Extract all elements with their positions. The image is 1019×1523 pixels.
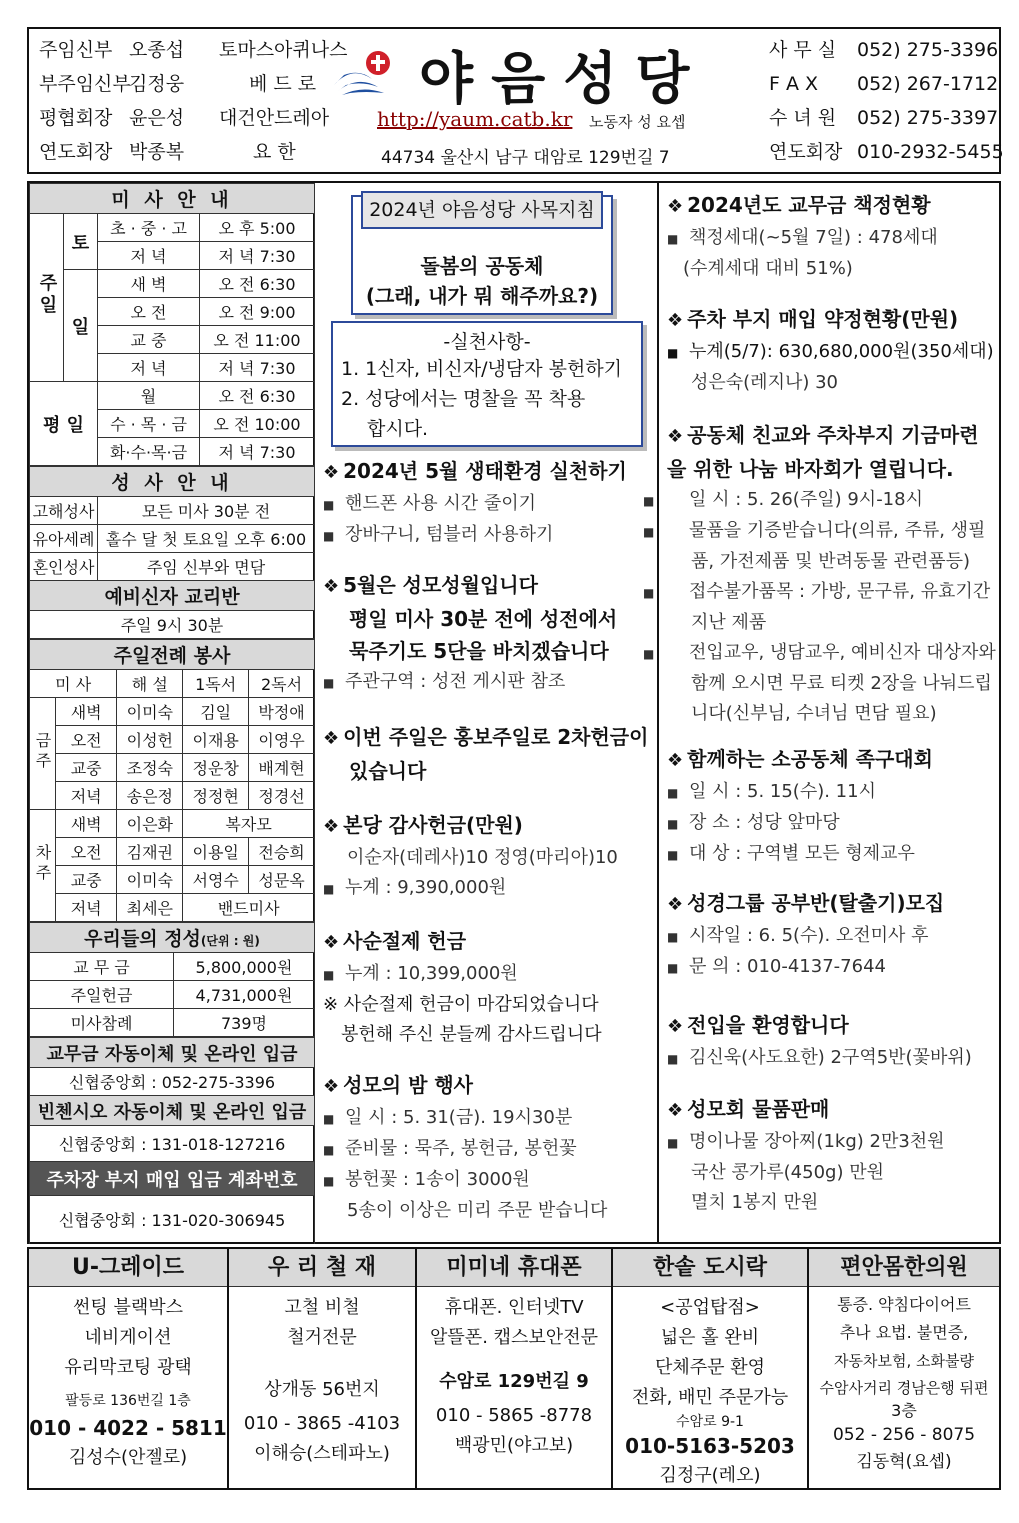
ad-title: 우 리 철 재 — [229, 1249, 415, 1287]
notice-soccer — [667, 743, 999, 870]
contact-row — [769, 135, 1004, 169]
notice-dues — [667, 189, 999, 284]
notice-item: 5송이 이상은 미리 주문 받습니다 — [347, 1200, 608, 1221]
mass-type: 월 — [98, 382, 200, 410]
notice-item: ■ 시작일 : 6. 5(수). 오전미사 후 — [667, 921, 999, 952]
contact-label: 사 무 실 — [769, 39, 837, 61]
offering-unit: (단위 : 원) — [200, 934, 260, 948]
notice-title: ❖ 성경그룹 공부반(탈출기)모집 — [667, 891, 945, 915]
liturgy-commentator: 이성헌 — [117, 726, 183, 754]
account-number: 신협중앙회 : 052-275-3396 — [30, 1068, 315, 1096]
mass-time: 오 전 6:30 — [200, 382, 315, 410]
liturgy-table — [29, 639, 315, 922]
notice-title: ❖ 본당 감사헌금(만원) — [323, 813, 523, 837]
ad-phone: 010 - 4022 - 5811 — [29, 1416, 227, 1440]
liturgy-reader2: 전승희 — [249, 838, 315, 866]
ad-phone: 010 - 5865 -8778 — [435, 1405, 593, 1426]
ad-line: 유리막코팅 광택 — [64, 1357, 192, 1378]
staff-role: 주임신부 — [39, 39, 113, 61]
liturgy-mass: 저녁 — [56, 782, 117, 810]
staff-row — [39, 67, 316, 101]
square-bullet-icon: ■ — [643, 647, 655, 661]
mass-type: 새 벽 — [98, 270, 200, 298]
notice-item: ■ 물품을 기증받습니다(의류, 주류, 생필품, 가전제품 및 반려동물 관련품등) — [667, 516, 999, 577]
ad-title: 편안몸한의원 — [809, 1249, 999, 1287]
notice-eco — [323, 455, 655, 551]
parish-address: 44734 울산시 남구 대암로 129번길 7 — [381, 148, 670, 168]
mass-time: 오 전 11:00 — [200, 326, 315, 354]
liturgy-reader1: 이용일 — [183, 838, 249, 866]
offering-label: 미사참례 — [30, 1009, 174, 1037]
offering-table — [29, 922, 315, 1037]
mass-time: 저 녁 7:30 — [200, 242, 315, 270]
notice-item: ■ 일 시 : 5. 15(수). 11시 — [667, 777, 999, 808]
notice-item: ■ 핸드폰 사용 시간 줄이기 — [323, 489, 655, 520]
practice-item: 1. 1신자, 비신자/냉담자 봉헌하기 — [341, 358, 623, 380]
liturgy-reader1: 서영수 — [183, 866, 249, 894]
contact-row — [769, 101, 998, 135]
liturgy-reader: 복자모 — [183, 810, 315, 838]
notice-item: ■ 봉헌꽃 : 1송이 3000원 — [323, 1165, 655, 1196]
contact-row — [769, 67, 998, 101]
liturgy-commentator: 이미숙 — [117, 866, 183, 894]
liturgy-header: 해 설 — [117, 670, 183, 698]
ad-lunchbox — [613, 1249, 809, 1488]
sacrament-name: 혼인성사 — [30, 553, 98, 581]
account-title: 주차장 부지 매입 입금 계좌번호 — [30, 1162, 315, 1196]
ad-line: 3층 — [891, 1401, 917, 1420]
ad-address: 팔등로 136번길 1층 — [65, 1393, 191, 1409]
motto-line: (그래, 내가 뭐 해주까요?) — [365, 284, 599, 308]
practice-item: 합시다. — [367, 418, 429, 440]
ad-phone: 052 - 256 - 8075 — [832, 1425, 976, 1445]
liturgy-reader: 밴드미사 — [183, 894, 315, 922]
contact-number: 052) 275-3397 — [857, 107, 999, 129]
weekday-label: 평 일 — [30, 382, 98, 466]
square-bullet-icon: ■ — [643, 525, 655, 539]
sacrament-title: 성 사 안 내 — [30, 467, 315, 497]
liturgy-header: 2독서 — [249, 670, 315, 698]
notice-title: 묵주기도 5단을 바치겠습니다 — [349, 639, 609, 663]
ad-clinic — [809, 1249, 999, 1488]
notice-title: ❖ 이번 주일은 홍보주일로 2차헌금이 — [323, 725, 649, 749]
notice-sale — [667, 1093, 999, 1218]
notice-title: 평일 미사 30분 전에 성전에서 — [349, 607, 618, 631]
notice-mary-night — [323, 1069, 655, 1226]
patron-saint: 노동자 성 요셉 — [589, 113, 686, 131]
notice-item: 성은숙(레지나) 30 — [691, 372, 838, 393]
parish-logo-icon — [332, 45, 404, 97]
sacrament-info: 주임 신부와 면담 — [98, 553, 315, 581]
motto-line: 돌봄의 공동체 — [420, 254, 544, 278]
mass-time: 오 전 10:00 — [200, 410, 315, 438]
ad-title: 한솥 도시락 — [613, 1249, 807, 1287]
notice-title: ❖ 성모회 물품판매 — [667, 1097, 830, 1121]
practice-box — [331, 321, 643, 447]
ad-address: 수암로 129번길 9 — [439, 1371, 589, 1392]
contact-number: 052) 275-3396 — [857, 39, 999, 61]
liturgy-commentator: 김재권 — [117, 838, 183, 866]
ad-line: 썬팅 블랙박스 — [72, 1297, 184, 1318]
this-week-label: 금주 — [30, 698, 56, 810]
ad-line: 단체주문 환영 — [654, 1357, 766, 1378]
notice-item: ■ 장바구니, 텀블러 사용하기 — [323, 520, 655, 551]
liturgy-mass: 새벽 — [56, 810, 117, 838]
contact-row — [769, 33, 998, 67]
liturgy-title: 주일전례 봉사 — [30, 640, 315, 670]
liturgy-commentator: 이은화 — [117, 810, 183, 838]
ad-phone-shop — [417, 1249, 613, 1488]
notice-item: ■ 누계(5/7): 630,680,000원(350세대) — [667, 337, 999, 368]
ad-line: 네비게이션 — [84, 1327, 172, 1348]
pastoral-motto-text — [353, 251, 611, 311]
mass-time: 저 녁 7:30 — [200, 354, 315, 382]
staff-baptismal: 토마스아퀴나스 — [219, 39, 348, 61]
staff-baptismal: 대건안드레아 — [219, 107, 330, 129]
liturgy-mass: 교중 — [56, 866, 117, 894]
contact-label: 연도회장 — [769, 141, 843, 163]
ad-line: 철거전문 — [287, 1327, 357, 1348]
ad-owner: 이해승(스테파노) — [254, 1443, 390, 1464]
catechumen-time: 주일 9시 30분 — [30, 611, 315, 639]
square-bullet-icon: ■ — [643, 494, 655, 508]
square-bullet-icon: ■ — [667, 232, 679, 246]
ad-line: 전화, 배민 주문가능 — [631, 1387, 789, 1408]
notice-title: 있습니다 — [349, 759, 427, 783]
staff-name: 오종섭 — [129, 39, 185, 61]
square-bullet-icon: ■ — [323, 1112, 335, 1126]
notice-note: ※ 사순절제 헌금이 마감되었습니다 — [323, 994, 599, 1015]
square-bullet-icon: ■ — [323, 968, 335, 982]
liturgy-commentator: 송은정 — [117, 782, 183, 810]
contact-label: 수 녀 원 — [769, 107, 837, 129]
staff-role: 평협회장 — [39, 107, 113, 129]
diamond-bullet-icon: ❖ — [667, 426, 684, 447]
notice-item: ■ 문 의 : 010-4137-7644 — [667, 952, 999, 983]
account-number: 신협중앙회 : 131-020-306945 — [30, 1196, 315, 1244]
staff-row — [39, 101, 329, 135]
ad-line: <공업탑점> — [660, 1297, 760, 1318]
staff-role: 부주임신부 — [39, 73, 131, 95]
saturday-label: 토 — [64, 214, 98, 270]
notice-title: ❖ 전입을 환영합니다 — [667, 1013, 849, 1037]
notice-item: ■ 전입교우, 냉담교우, 예비신자 대상자와 함께 오시면 무료 티켓 2장을 나눠드립니다(신부님, 수녀님 면담 필요) — [667, 638, 999, 729]
square-bullet-icon: ■ — [323, 882, 335, 896]
liturgy-reader1: 정정현 — [183, 782, 249, 810]
staff-name: 윤은성 — [129, 107, 185, 129]
notice-item: ■ 일 시 : 5. 31(금). 19시30분 — [323, 1103, 655, 1134]
practice-item: 2. 성당에서는 명찰을 꼭 착용 — [341, 388, 586, 410]
notice-item: ■ 일 시 : 5. 26(주일) 9시-18시 — [667, 485, 999, 516]
parish-name: 야음성당 — [419, 47, 708, 112]
staff-row — [39, 135, 296, 169]
liturgy-reader2: 정경선 — [249, 782, 315, 810]
catechumen-title: 예비신자 교리반 — [30, 581, 315, 611]
notice-bazaar — [643, 419, 999, 729]
ad-line: 통증. 약침다이어트 — [837, 1295, 971, 1314]
liturgy-mass: 오전 — [56, 838, 117, 866]
square-bullet-icon: ■ — [667, 786, 679, 800]
ad-line: 고철 비철 — [284, 1297, 360, 1318]
notice-promo — [323, 721, 655, 787]
liturgy-mass: 오전 — [56, 726, 117, 754]
mass-type: 저 녁 — [98, 354, 200, 382]
square-bullet-icon: ■ — [667, 1136, 679, 1150]
notice-item: ■ 명이나물 장아찌(1kg) 2만3천원 — [667, 1127, 999, 1158]
liturgy-reader2: 배계현 — [249, 754, 315, 782]
notice-title: 을 위한 나눔 바자회가 열립니다. — [667, 457, 954, 481]
offering-value: 5,800,000원 — [174, 953, 315, 981]
notice-lent — [323, 925, 655, 1050]
liturgy-mass: 새벽 — [56, 698, 117, 726]
notice-title: ❖ 함께하는 소공동체 족구대회 — [667, 747, 933, 771]
mass-schedule-table — [29, 183, 315, 466]
offering-label: 주일헌금 — [30, 981, 174, 1009]
account-title: 교무금 자동이체 및 온라인 입금 — [30, 1038, 315, 1068]
notice-item: ■ 장 소 : 성당 앞마당 — [667, 808, 999, 839]
ad-address: 수암로 9-1 — [676, 1414, 744, 1430]
square-bullet-icon: ■ — [667, 930, 679, 944]
diamond-bullet-icon: ❖ — [667, 196, 684, 217]
liturgy-commentator: 조정숙 — [117, 754, 183, 782]
diamond-bullet-icon: ❖ — [667, 894, 684, 915]
square-bullet-icon: ■ — [667, 848, 679, 862]
ad-address: 상개동 56번지 — [264, 1379, 380, 1400]
notice-parking — [667, 303, 999, 398]
notice-item: (수계세대 대비 51%) — [683, 258, 853, 279]
liturgy-reader2: 성문옥 — [249, 866, 315, 894]
square-bullet-icon: ■ — [323, 1174, 335, 1188]
diamond-bullet-icon: ❖ — [667, 1016, 684, 1037]
notice-item: ■ 대 상 : 구역별 모든 형제교우 — [667, 839, 999, 870]
diamond-bullet-icon: ❖ — [667, 310, 684, 331]
ad-line: 알뜰폰. 캡스보안전문 — [430, 1327, 598, 1348]
liturgy-reader1: 김일 — [183, 698, 249, 726]
right-column — [643, 183, 999, 1242]
bulletin-header — [27, 27, 1004, 174]
offering-value: 4,731,000원 — [174, 981, 315, 1009]
notice-note: 봉헌해 주신 분들께 감사드립니다 — [341, 1024, 602, 1045]
notice-item: ■ 주관구역 : 성전 게시판 참조 — [323, 667, 655, 698]
ad-line: 넓은 홀 완비 — [660, 1327, 760, 1348]
ad-scrap-metal — [229, 1249, 417, 1488]
diamond-bullet-icon: ❖ — [323, 932, 340, 953]
contact-number: 052) 267-1712 — [857, 73, 999, 95]
ad-title: U-그레이드 — [29, 1249, 227, 1287]
mass-type: 저 녁 — [98, 242, 200, 270]
diamond-bullet-icon: ❖ — [323, 1076, 340, 1097]
liturgy-reader1: 정운창 — [183, 754, 249, 782]
sacrament-table — [29, 466, 315, 639]
contact-label: F A X — [769, 73, 819, 95]
notice-welcome — [667, 1009, 999, 1074]
diamond-bullet-icon: ❖ — [323, 576, 340, 597]
account-title: 빈첸시오 자동이체 및 온라인 입금 — [30, 1096, 315, 1126]
ad-owner: 김성수(안젤로) — [68, 1447, 188, 1468]
square-bullet-icon: ■ — [667, 346, 679, 360]
pastoral-motto-box — [351, 195, 613, 315]
offering-label: 교 무 금 — [30, 953, 174, 981]
liturgy-mass: 교중 — [56, 754, 117, 782]
ad-line: 휴대폰. 인터넷TV — [444, 1297, 584, 1318]
notice-title: ❖ 공동체 친교와 주차부지 기금마련 — [667, 423, 979, 447]
mass-type: 화·수·목·금 — [98, 438, 200, 466]
notice-bible — [667, 887, 999, 983]
liturgy-reader1: 이재용 — [183, 726, 249, 754]
ad-ugrade — [29, 1249, 229, 1488]
notice-rosary — [323, 569, 655, 698]
ad-title: 미미네 휴대폰 — [417, 1249, 611, 1287]
contact-number: 010-2932-5455 — [857, 141, 1004, 163]
left-column — [29, 183, 315, 1242]
notice-title: ❖ 5월은 성모성월입니다 — [323, 573, 538, 597]
notice-item: 국산 콩가루(450g) 만원 — [691, 1162, 884, 1183]
accounts-table — [29, 1037, 315, 1244]
sacrament-name: 유아세례 — [30, 525, 98, 553]
ad-line: 추나 요법. 불면증, — [839, 1323, 969, 1342]
liturgy-reader2: 이영우 — [249, 726, 315, 754]
mass-type: 교 중 — [98, 326, 200, 354]
ad-phone: 010 - 3865 -4103 — [243, 1413, 401, 1434]
square-bullet-icon: ■ — [643, 586, 655, 600]
ad-line: 자동차보험, 소화불량 — [834, 1352, 974, 1370]
practice-title: -실천사항- — [443, 331, 531, 353]
staff-baptismal: 요 한 — [253, 141, 296, 163]
ad-owner: 백광민(야고보) — [454, 1435, 574, 1456]
square-bullet-icon: ■ — [667, 961, 679, 975]
notice-title: ❖ 성모의 밤 행사 — [323, 1073, 473, 1097]
ad-phone: 010-5163-5203 — [625, 1434, 795, 1458]
diamond-bullet-icon: ❖ — [667, 1100, 684, 1121]
liturgy-reader2: 박정애 — [249, 698, 315, 726]
notice-item: ■ 준비물 : 묵주, 봉헌금, 봉헌꽃 — [323, 1134, 655, 1165]
sacrament-name: 고해성사 — [30, 497, 98, 525]
notice-title: ❖ 사순절제 헌금 — [323, 929, 467, 953]
square-bullet-icon: ■ — [667, 817, 679, 831]
staff-row — [39, 33, 347, 67]
notice-title: ❖ 2024년도 교무금 책정현황 — [667, 193, 931, 217]
mass-time: 오 전 6:30 — [200, 270, 315, 298]
sacrament-info: 모든 미사 30분 전 — [98, 497, 315, 525]
mass-time: 오 전 9:00 — [200, 298, 315, 326]
next-week-label: 차주 — [30, 810, 56, 922]
ad-owner: 김정구(레오) — [659, 1465, 761, 1486]
staff-role: 연도회장 — [39, 141, 113, 163]
diamond-bullet-icon: ❖ — [667, 750, 684, 771]
square-bullet-icon: ■ — [323, 529, 335, 543]
notice-item: 이순자(데레사)10 정영(마리아)10 — [347, 847, 618, 868]
notice-item: ■ 접수불가품목 : 가방, 문구류, 유효기간 지난 제품 — [667, 577, 999, 638]
middle-column — [315, 183, 659, 1242]
offering-title: 우리들의 정성(단위 : 원) — [30, 923, 315, 953]
offering-value: 739명 — [174, 1009, 315, 1037]
mass-type: 수 · 목 · 금 — [98, 410, 200, 438]
mass-type: 오 전 — [98, 298, 200, 326]
mass-type: 초 · 중 · 고 — [98, 214, 200, 242]
pastoral-motto-title: 2024년 야음성당 사목지침 — [361, 191, 603, 229]
square-bullet-icon: ■ — [667, 1052, 679, 1066]
mass-time: 오 후 5:00 — [200, 214, 315, 242]
sunday-label: 주일 — [30, 214, 64, 382]
sacrament-info: 홀수 달 첫 토요일 오후 6:00 — [98, 525, 315, 553]
mass-time: 저 녁 7:30 — [200, 438, 315, 466]
notice-thanks — [323, 809, 655, 904]
staff-name: 김정웅 — [129, 73, 185, 95]
parish-website-link[interactable]: http://yaum.catb.kr — [377, 107, 573, 131]
staff-baptismal: 베 드 로 — [249, 73, 317, 95]
notice-item: 멸치 1봉지 만원 — [691, 1192, 819, 1213]
diamond-bullet-icon: ❖ — [323, 816, 340, 837]
liturgy-commentator: 최세은 — [117, 894, 183, 922]
notice-title: ❖ 주차 부지 매입 약정현황(만원) — [667, 307, 959, 331]
liturgy-header: 1독서 — [183, 670, 249, 698]
ad-owner: 김동혁(요셉) — [856, 1452, 952, 1472]
account-number: 신협중앙회 : 131-018-127216 — [30, 1126, 315, 1162]
notice-item: ■ 책정세대(~5월 7일) : 478세대 — [667, 223, 999, 254]
diamond-bullet-icon: ❖ — [323, 462, 340, 483]
ad-line: 수암사거리 경남은행 뒤편 — [819, 1379, 989, 1397]
square-bullet-icon: ■ — [323, 498, 335, 512]
liturgy-mass: 저녁 — [56, 894, 117, 922]
sunday-day-label: 일 — [64, 270, 98, 382]
notice-title: ❖ 2024년 5월 생태환경 실천하기 — [323, 459, 627, 483]
staff-name: 박종복 — [129, 141, 185, 163]
notice-item: ■ 누계 : 9,390,000원 — [323, 873, 655, 904]
diamond-bullet-icon: ❖ — [323, 728, 340, 749]
liturgy-header: 미 사 — [30, 670, 117, 698]
square-bullet-icon: ■ — [323, 1143, 335, 1157]
notice-item: ■ 김신욱(사도요한) 2구역5반(꽃바위) — [667, 1043, 999, 1074]
sponsor-ads — [27, 1247, 1001, 1490]
mass-schedule-title: 미 사 안 내 — [30, 184, 315, 214]
notice-item: ■ 누계 : 10,399,000원 — [323, 959, 655, 990]
square-bullet-icon: ■ — [323, 676, 335, 690]
liturgy-commentator: 이미숙 — [117, 698, 183, 726]
bulletin-body — [27, 181, 1001, 1244]
